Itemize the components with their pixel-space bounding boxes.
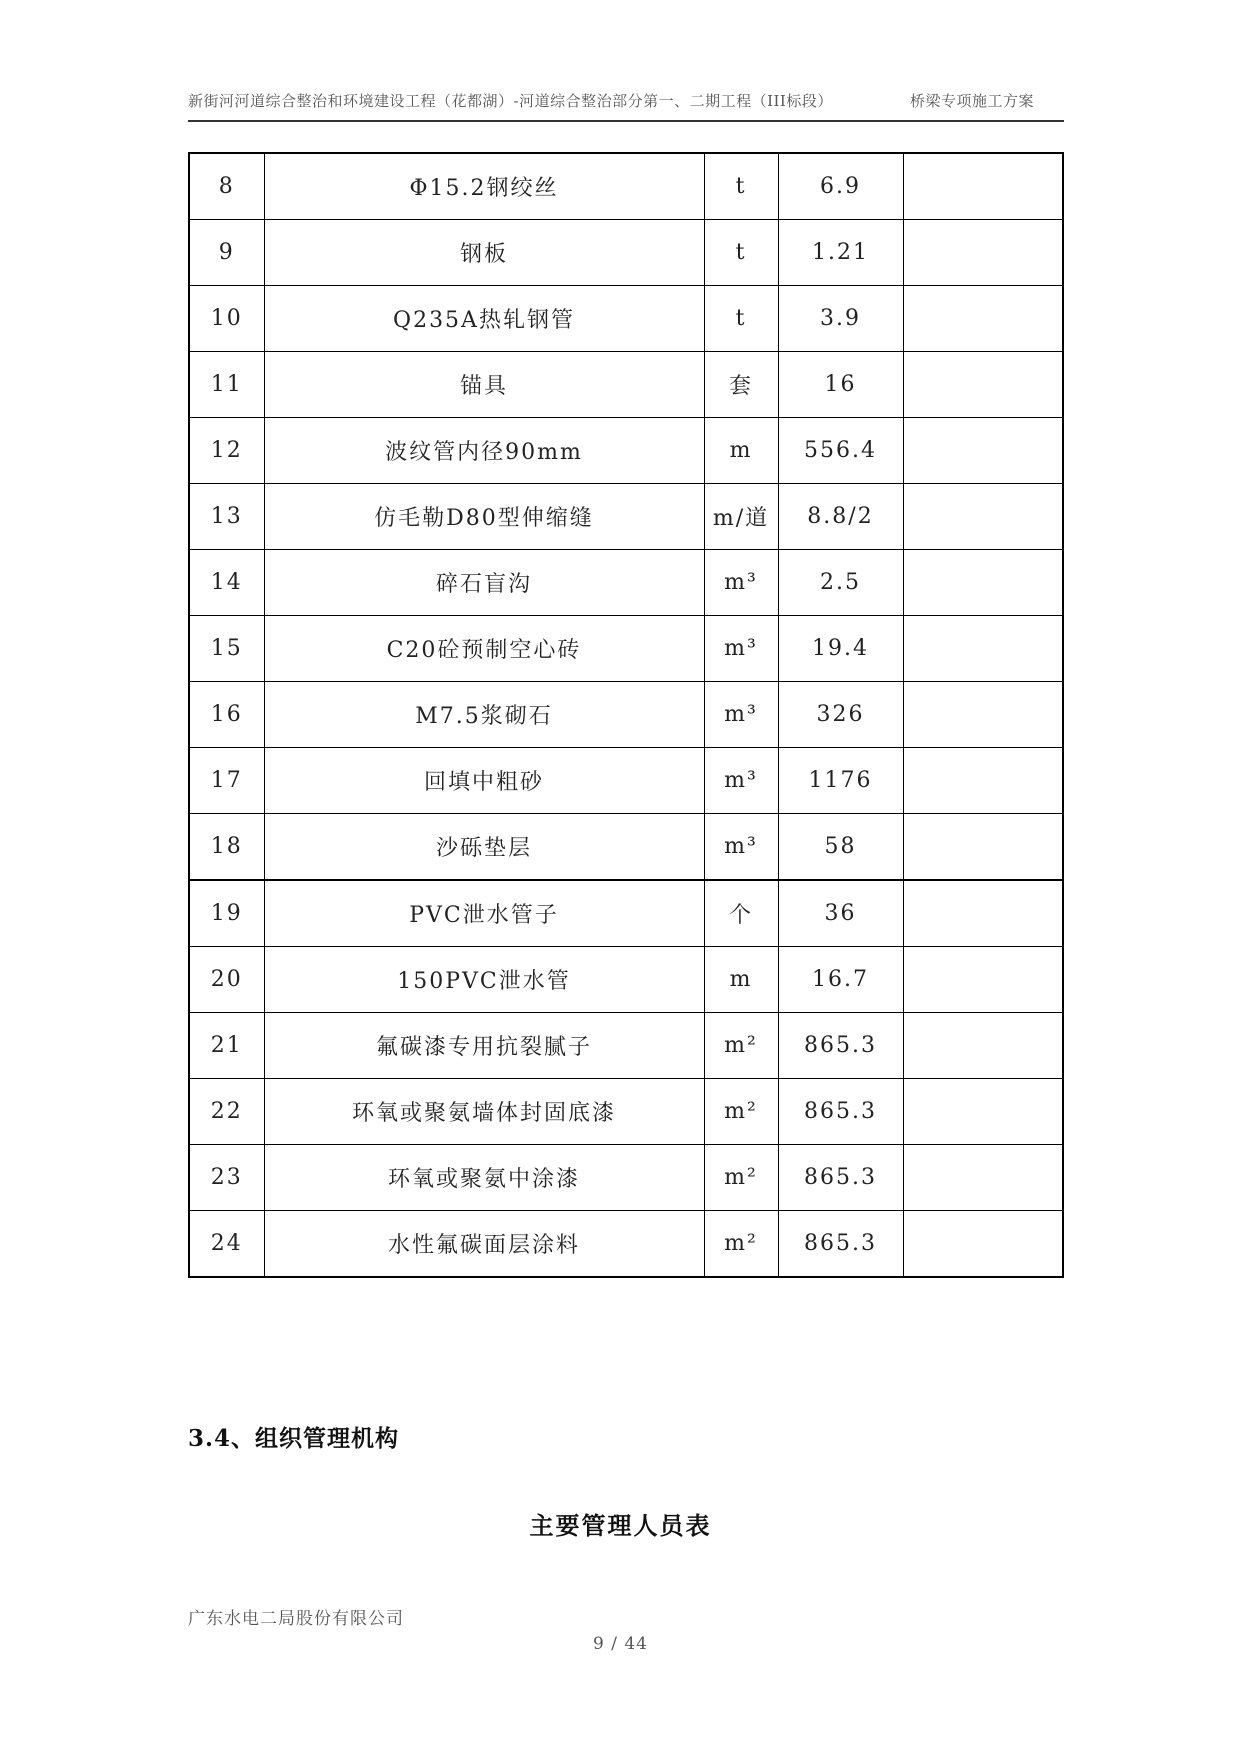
material-name-cell: 钢板 <box>264 220 704 286</box>
remark-cell <box>903 1013 1063 1079</box>
unit-cell: 套 <box>704 352 778 418</box>
table-row <box>189 880 1063 947</box>
row-number-cell: 15 <box>189 616 264 682</box>
section-title: 3.4、组织管理机构 <box>188 1425 400 1452</box>
unit-cell: m² <box>704 1211 778 1278</box>
unit-cell: m² <box>704 1013 778 1079</box>
quantity-cell: 2.5 <box>778 550 903 616</box>
quantity-cell: 6.9 <box>778 153 903 220</box>
material-name-cell: 锚具 <box>264 352 704 418</box>
unit-cell: t <box>704 220 778 286</box>
materials-table-body <box>189 153 1063 1277</box>
row-number-cell: 21 <box>189 1013 264 1079</box>
remark-cell <box>903 814 1063 881</box>
remark-cell <box>903 947 1063 1013</box>
row-number-cell: 18 <box>189 814 264 881</box>
quantity-cell: 16 <box>778 352 903 418</box>
remark-cell <box>903 1211 1063 1278</box>
quantity-cell: 556.4 <box>778 418 903 484</box>
material-name-cell: C20砼预制空心砖 <box>264 616 704 682</box>
unit-cell: m <box>704 947 778 1013</box>
remark-cell <box>903 352 1063 418</box>
material-name-cell: M7.5浆砌石 <box>264 682 704 748</box>
table-row <box>189 748 1063 814</box>
footer-company: 广东水电二局股份有限公司 <box>188 1609 404 1629</box>
remark-cell <box>903 484 1063 550</box>
table-row <box>189 286 1063 352</box>
material-name-cell: 氟碳漆专用抗裂腻子 <box>264 1013 704 1079</box>
row-number-cell: 8 <box>189 153 264 220</box>
quantity-cell: 865.3 <box>778 1211 903 1278</box>
remark-cell <box>903 616 1063 682</box>
page-header <box>188 88 1064 122</box>
row-number-cell: 9 <box>189 220 264 286</box>
remark-cell <box>903 286 1063 352</box>
row-number-cell: 13 <box>189 484 264 550</box>
table-row <box>189 550 1063 616</box>
row-number-cell: 19 <box>189 880 264 947</box>
materials-table <box>188 152 1064 1278</box>
unit-cell: t <box>704 153 778 220</box>
table-row <box>189 1079 1063 1145</box>
table-row <box>189 352 1063 418</box>
remark-cell <box>903 1145 1063 1211</box>
remark-cell <box>903 1079 1063 1145</box>
table-row <box>189 814 1063 881</box>
unit-cell: m² <box>704 1079 778 1145</box>
material-name-cell: Q235A热轧钢管 <box>264 286 704 352</box>
material-name-cell: 沙砾垫层 <box>264 814 704 881</box>
unit-cell: m³ <box>704 616 778 682</box>
unit-cell: m/道 <box>704 484 778 550</box>
remark-cell <box>903 153 1063 220</box>
table-row <box>189 1013 1063 1079</box>
table-row <box>189 418 1063 484</box>
remark-cell <box>903 418 1063 484</box>
quantity-cell: 19.4 <box>778 616 903 682</box>
row-number-cell: 24 <box>189 1211 264 1278</box>
table-row <box>189 1145 1063 1211</box>
table-row <box>189 153 1063 220</box>
material-name-cell: 水性氟碳面层涂料 <box>264 1211 704 1278</box>
quantity-cell: 58 <box>778 814 903 881</box>
remark-cell <box>903 682 1063 748</box>
quantity-cell: 865.3 <box>778 1013 903 1079</box>
table-row <box>189 220 1063 286</box>
unit-cell: m³ <box>704 550 778 616</box>
quantity-cell: 865.3 <box>778 1145 903 1211</box>
material-name-cell: 150PVC泄水管 <box>264 947 704 1013</box>
page-number: 9 / 44 <box>593 1634 648 1654</box>
table-row <box>189 484 1063 550</box>
material-name-cell: 仿毛勒D80型伸缩缝 <box>264 484 704 550</box>
unit-cell: t <box>704 286 778 352</box>
unit-cell: m³ <box>704 682 778 748</box>
remark-cell <box>903 748 1063 814</box>
table-row <box>189 1211 1063 1278</box>
material-name-cell: 回填中粗砂 <box>264 748 704 814</box>
row-number-cell: 14 <box>189 550 264 616</box>
material-name-cell: 碎石盲沟 <box>264 550 704 616</box>
unit-cell: m³ <box>704 814 778 881</box>
quantity-cell: 8.8/2 <box>778 484 903 550</box>
unit-cell: 个 <box>704 880 778 947</box>
material-name-cell: 环氧或聚氨中涂漆 <box>264 1145 704 1211</box>
material-name-cell: 波纹管内径90mm <box>264 418 704 484</box>
row-number-cell: 16 <box>189 682 264 748</box>
material-name-cell: Φ15.2钢绞丝 <box>264 153 704 220</box>
quantity-cell: 1.21 <box>778 220 903 286</box>
material-name-cell: PVC泄水管子 <box>264 880 704 947</box>
quantity-cell: 326 <box>778 682 903 748</box>
unit-cell: m³ <box>704 748 778 814</box>
remark-cell <box>903 880 1063 947</box>
quantity-cell: 865.3 <box>778 1079 903 1145</box>
table-row <box>189 616 1063 682</box>
remark-cell <box>903 550 1063 616</box>
header-project-title: 新街河河道综合整治和环境建设工程（花都湖）-河道综合整治部分第一、二期工程（III标段） <box>188 92 833 110</box>
row-number-cell: 20 <box>189 947 264 1013</box>
row-number-cell: 10 <box>189 286 264 352</box>
quantity-cell: 3.9 <box>778 286 903 352</box>
quantity-cell: 36 <box>778 880 903 947</box>
row-number-cell: 11 <box>189 352 264 418</box>
quantity-cell: 16.7 <box>778 947 903 1013</box>
table-row <box>189 947 1063 1013</box>
remark-cell <box>903 220 1063 286</box>
row-number-cell: 23 <box>189 1145 264 1211</box>
unit-cell: m² <box>704 1145 778 1211</box>
next-table-caption: 主要管理人员表 <box>529 1511 712 1540</box>
table-row <box>189 682 1063 748</box>
row-number-cell: 22 <box>189 1079 264 1145</box>
material-name-cell: 环氧或聚氨墙体封固底漆 <box>264 1079 704 1145</box>
header-doc-title: 桥梁专项施工方案 <box>909 92 1034 110</box>
row-number-cell: 17 <box>189 748 264 814</box>
row-number-cell: 12 <box>189 418 264 484</box>
quantity-cell: 1176 <box>778 748 903 814</box>
unit-cell: m <box>704 418 778 484</box>
